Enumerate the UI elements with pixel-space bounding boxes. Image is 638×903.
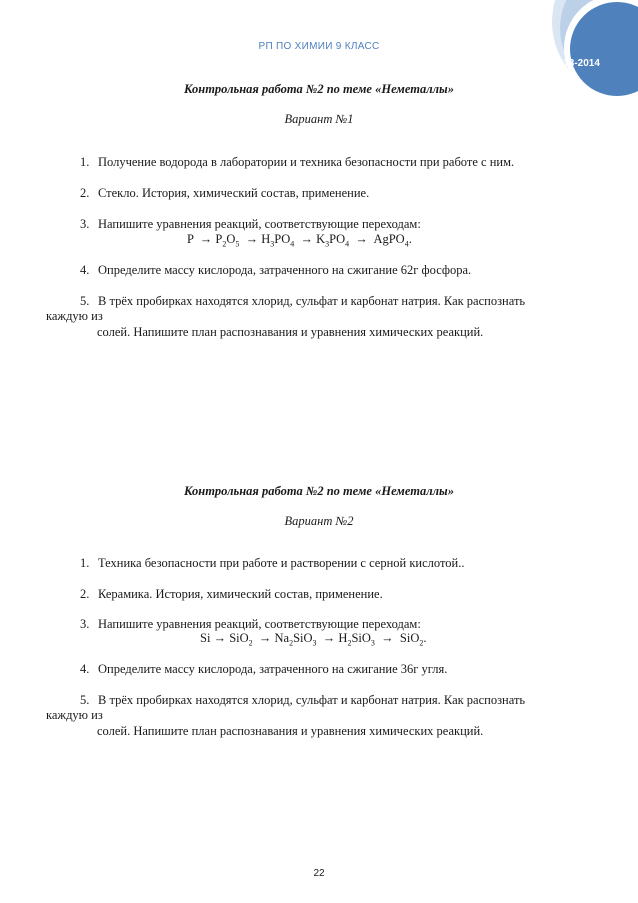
formula-part: SiO bbox=[351, 631, 371, 645]
arrow-icon: → bbox=[245, 232, 259, 246]
formula-part: Na bbox=[274, 631, 290, 645]
item-text: каждую из bbox=[46, 309, 103, 323]
item-text: Напишите уравнения реакций, соответствующие переходам: bbox=[98, 617, 421, 631]
formula-part: P bbox=[187, 232, 194, 246]
variant-title: Контрольная работа №2 по теме «Неметаллы» bbox=[184, 82, 454, 96]
page-number: 22 bbox=[313, 868, 325, 879]
formula-part: PO bbox=[274, 232, 291, 246]
formula-part: H bbox=[338, 631, 348, 645]
item-text: Стекло. История, химический состав, применение. bbox=[98, 186, 370, 200]
arrow-icon: → bbox=[381, 631, 394, 645]
formula-part: . bbox=[408, 232, 412, 246]
formula-sub: 3 bbox=[270, 239, 275, 249]
formula-sub: 4 bbox=[345, 239, 350, 249]
formula-sub: 2 bbox=[222, 239, 227, 249]
item-number: 2. bbox=[80, 587, 90, 601]
formula-part: . bbox=[423, 631, 427, 645]
formula-part: PO bbox=[329, 232, 346, 246]
arrow-icon: → bbox=[300, 232, 313, 246]
variant-title: Контрольная работа №2 по теме «Неметаллы» bbox=[184, 484, 454, 498]
item-text: солей. Напишите план распознавания и уравнения химических реакций. bbox=[97, 724, 484, 738]
arrow-icon: → bbox=[322, 631, 336, 645]
arrow-icon: → bbox=[213, 631, 227, 645]
formula-part: SiO bbox=[293, 631, 313, 645]
formula-sub: 2 bbox=[289, 638, 294, 648]
formula-sub: 3 bbox=[325, 239, 330, 249]
arrow-icon: → bbox=[258, 631, 272, 645]
item-number: 5. bbox=[80, 693, 90, 707]
item-text: Определите массу кислорода, затраченного на сжигание 36г угля. bbox=[98, 662, 448, 676]
formula-part: AgPO bbox=[373, 232, 405, 246]
item-text: В трёх пробирках находятся хлорид, сульфат и карбонат натрия. Как распознать bbox=[98, 294, 526, 308]
formula-sub: 2 bbox=[248, 638, 253, 648]
formula-part: SiO bbox=[229, 631, 249, 645]
formula-part: SiO bbox=[399, 631, 420, 645]
formula-part: Si bbox=[200, 631, 211, 645]
item-text: каждую из bbox=[46, 708, 103, 722]
item-number: 5. bbox=[80, 294, 90, 308]
item-text: Керамика. История, химический состав, применение. bbox=[98, 587, 383, 601]
arrow-icon: → bbox=[199, 232, 213, 246]
item-number: 3. bbox=[80, 217, 90, 231]
formula-sub: 3 bbox=[370, 638, 375, 648]
formula-part: O bbox=[226, 232, 236, 246]
formula-sub: 5 bbox=[235, 239, 240, 249]
item-text: Определите массу кислорода, затраченного на сжигание 62г фосфора. bbox=[98, 263, 472, 277]
item-number: 1. bbox=[80, 155, 90, 169]
reaction-chain bbox=[200, 631, 426, 648]
formula-sub: 2 bbox=[347, 638, 352, 648]
reaction-chain bbox=[187, 232, 412, 249]
item-text: Напишите уравнения реакций, соответствующие переходам: bbox=[98, 217, 421, 231]
item-text: В трёх пробирках находятся хлорид, сульфат и карбонат натрия. Как распознать bbox=[98, 693, 526, 707]
year-label: 2013-2014 bbox=[552, 58, 600, 69]
formula-sub: 2 bbox=[419, 638, 424, 648]
arrow-icon: → bbox=[355, 232, 368, 246]
item-number: 3. bbox=[80, 617, 90, 631]
header-title: РП ПО ХИМИИ 9 КЛАСС bbox=[258, 41, 380, 52]
variant-subtitle: Вариант №2 bbox=[284, 514, 354, 528]
item-number: 4. bbox=[80, 662, 90, 676]
item-number: 4. bbox=[80, 263, 90, 277]
item-number: 2. bbox=[80, 186, 90, 200]
item-number: 1. bbox=[80, 556, 90, 570]
formula-part: K bbox=[316, 232, 326, 246]
formula-sub: 4 bbox=[404, 239, 409, 249]
formula-sub: 4 bbox=[290, 239, 295, 249]
formula-part: H bbox=[261, 232, 271, 246]
formula-part: P bbox=[215, 232, 223, 246]
formula-sub: 3 bbox=[312, 638, 317, 648]
item-text: солей. Напишите план распознавания и уравнения химических реакций. bbox=[97, 325, 484, 339]
item-text: Получение водорода в лаборатории и техника безопасности при работе с ним. bbox=[98, 155, 515, 169]
variant-subtitle: Вариант №1 bbox=[284, 112, 354, 126]
item-text: Техника безопасности при работе и растворении с серной кислотой.. bbox=[98, 556, 465, 570]
